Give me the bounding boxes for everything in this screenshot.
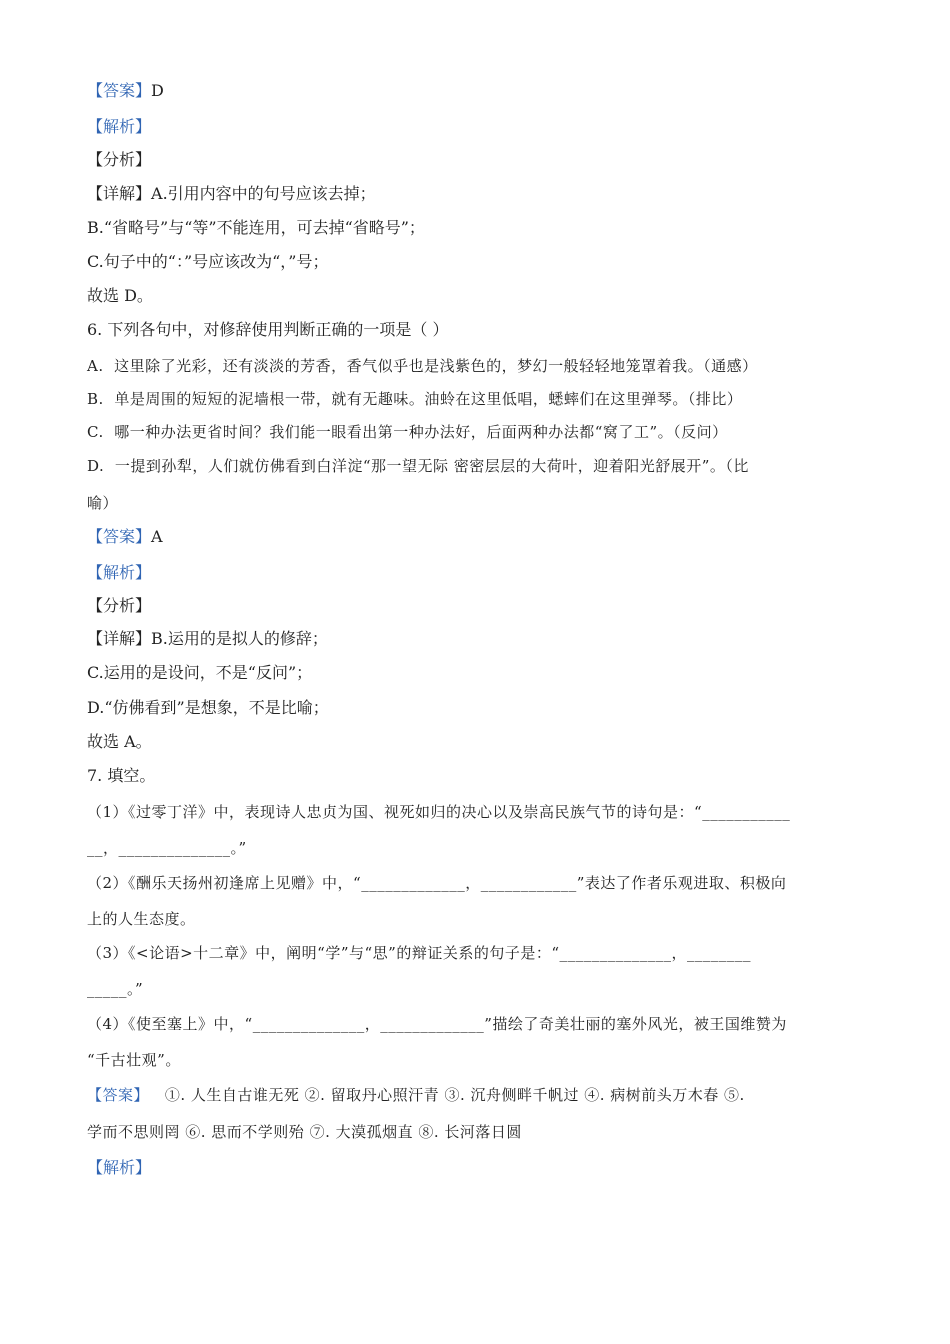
q6-xiangjie-line — [87, 629, 328, 649]
q7-item-4-line-1: （4）《使至塞上》中，“______________，_____________”描绘了奇美壮丽的塞外风光，被王国维赞为 — [87, 1015, 787, 1033]
q7-item-3-line-1: （3）《<论语>十二章》中，阐明“学”与“思”的辩证关系的句子是：“______________，________ — [87, 944, 752, 962]
xiangjie-text: B.运用的是拟人的修辞； — [151, 629, 328, 648]
option-text: 单是周围的短短的泥墙根一带，就有无趣味。油蛉在这里低唱，蟋蟀们在这里弹琴。（排比） — [114, 390, 743, 408]
q6-answer-line — [87, 527, 163, 547]
q6-fenxi-tag: 【分析】 — [87, 596, 152, 615]
option-label: C. — [87, 423, 104, 441]
q6-conclusion: 故选 A。 — [87, 732, 152, 751]
option-text: 一提到孙犁，人们就仿佛看到白洋淀“那一望无际 密密层层的大荷叶，迎着阳光舒展开”。（比 — [114, 457, 749, 475]
q7-stem: 7. 填空。 — [87, 766, 156, 785]
q5-answer-line — [87, 81, 164, 101]
q6-stem: 6. 下列各句中，对修辞使用判断正确的一项是（ ） — [87, 320, 449, 339]
q6-jiexi-tag: 【解析】 — [87, 563, 152, 582]
option-text: 这里除了光彩，还有淡淡的芳香，香气似乎也是浅紫色的，梦幻一般轻轻地笼罩着我。（通感） — [114, 357, 758, 375]
q7-item-2-line-2: 上的人生态度。 — [87, 910, 196, 928]
q7-answer-line-2: 学而不思则罔 ⑥. 思而不学则殆 ⑦. 大漠孤烟直 ⑧. 长河落日圆 — [87, 1123, 522, 1141]
q6-option-d-cont: 喻） — [87, 494, 119, 512]
q5-line-b: B.“省略号”与“等”不能连用，可去掉“省略号”； — [87, 218, 425, 237]
q7-answer-line-1 — [87, 1085, 745, 1105]
q6-option-c — [87, 422, 728, 442]
q6-line-d: D.“仿佛看到”是想象，不是比喻； — [87, 698, 329, 717]
xiangjie-tag: 【详解】 — [87, 629, 152, 648]
q7-item-3-line-2: _____。” — [87, 980, 144, 998]
answer-value: D — [151, 81, 164, 100]
q6-option-d — [87, 456, 749, 476]
q6-option-b — [87, 389, 742, 409]
answer-tag: 【答案】 — [87, 527, 152, 546]
option-label: A. — [87, 357, 104, 375]
answer-tag: 【答案】 — [87, 1086, 150, 1104]
q5-line-c: C.句子中的“：”号应该改为“，”号； — [87, 252, 329, 271]
answer-value: A — [151, 527, 163, 546]
q6-line-c: C.运用的是设问，不是“反问”； — [87, 663, 313, 682]
xiangjie-tag: 【详解】 — [87, 184, 152, 203]
option-text: 哪一种办法更省时间？我们能一眼看出第一种办法好，后面两种办法都“窝了工”。（反问） — [114, 423, 728, 441]
q5-fenxi-tag: 【分析】 — [87, 150, 152, 169]
q7-item-1-line-2: __，______________。” — [87, 839, 247, 857]
q7-item-2-line-1: （2）《酬乐天扬州初逢席上见赠》中，“_____________，____________”表达了作者乐观进取、积极向 — [87, 874, 787, 892]
option-label: D. — [87, 457, 105, 475]
q7-item-4-line-2: “千古壮观”。 — [87, 1051, 181, 1069]
q7-item-1-line-1: （1）《过零丁洋》中，表现诗人忠贞为国、视死如归的决心以及崇高民族气节的诗句是：“___________ — [87, 803, 791, 821]
q5-jiexi-tag: 【解析】 — [87, 117, 152, 136]
answer-text: ①. 人生自古谁无死 ②. 留取丹心照汗青 ③. 沉舟侧畔千帆过 ④. 病树前头万木春 ⑤. — [164, 1086, 745, 1104]
q6-option-a — [87, 356, 758, 376]
q7-jiexi-tag: 【解析】 — [87, 1158, 152, 1177]
option-label: B. — [87, 390, 104, 408]
answer-tag: 【答案】 — [87, 81, 152, 100]
xiangjie-text: A.引用内容中的句号应该去掉； — [151, 184, 376, 203]
q5-xiangjie-line — [87, 184, 376, 204]
q5-conclusion: 故选 D。 — [87, 286, 153, 305]
